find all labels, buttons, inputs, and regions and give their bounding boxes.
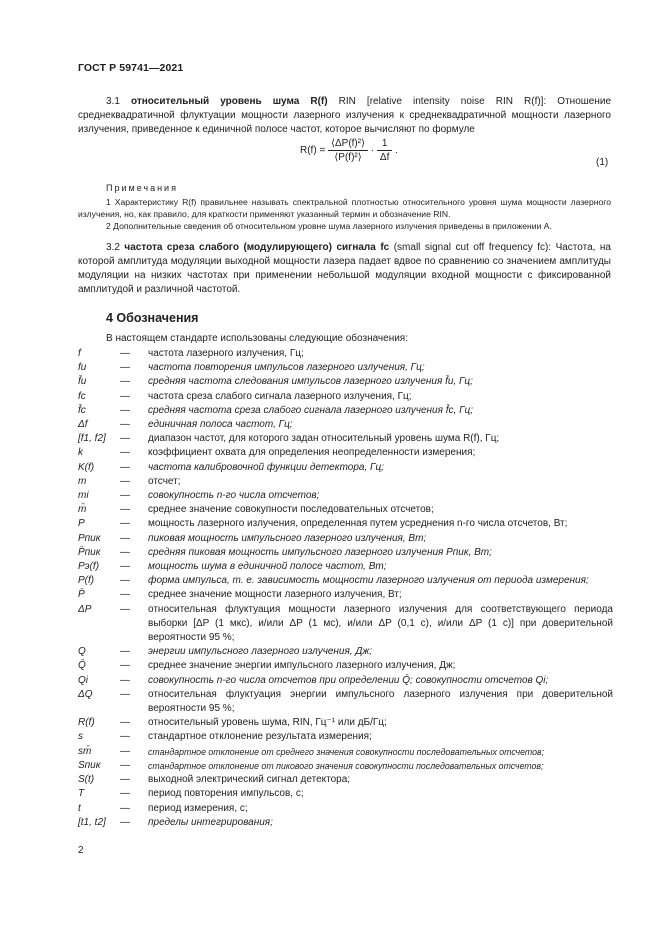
symbol: Q	[78, 646, 86, 658]
symbol-row	[78, 503, 613, 517]
symbol-description: форма импульса, т. е. зависимость мощности лазерного излучения от периода измерения;	[148, 575, 589, 587]
term-3-2-paragraph	[78, 241, 611, 297]
notes-title: Примечания	[106, 183, 178, 193]
symbol-dash: —	[120, 518, 130, 530]
symbol-dash: —	[120, 390, 130, 402]
symbol-description: относительная флуктуация энергии импульсного лазерного излучения при доверительной вероятности 95 %;	[148, 688, 613, 715]
symbol: m	[78, 475, 87, 487]
symbol-description: выходной электрический сигнал детектора;	[148, 774, 351, 786]
page-number: 2	[78, 845, 84, 856]
symbol-description: относительная флуктуация мощности лазерного излучения для соответствующего периода выборки [ΔP (1 мкс), и/или ΔP (1 мс), и/или ΔP (0,1 с), и/или ΔP (1 с)] при доверительной вероятности 95 %;	[148, 603, 613, 644]
symbol-row	[78, 546, 613, 560]
symbol: [f1, f2]	[78, 433, 106, 445]
note-1: 1 Характеристику R(f) правильнее называть спектральной плотностью относительного уровня шума мощности лазерного излучения, но, как правило, для краткости применяют указанный термин и обозначение RIN.	[78, 197, 611, 219]
symbol-description: совокупность n-го числа отсчетов при определении Q̄; совокупности отсчетов Qi;	[148, 674, 549, 686]
symbol-row	[78, 475, 613, 489]
term-number: 3.2	[106, 242, 120, 253]
term-number: 3.1	[106, 96, 120, 107]
symbol-row	[78, 532, 613, 546]
symbol-row	[78, 716, 613, 730]
symbol-dash: —	[120, 774, 130, 786]
symbol-dash: —	[120, 362, 130, 374]
term-3-1-paragraph	[78, 95, 611, 137]
symbol-dash: —	[120, 575, 130, 587]
symbol-row	[78, 787, 613, 801]
symbol-row	[78, 645, 613, 659]
symbol-dash: —	[120, 561, 130, 573]
formula-fraction-2	[377, 138, 392, 163]
symbol: S(t)	[78, 774, 95, 786]
symbol-description: пределы интегрирования;	[148, 816, 273, 828]
section-4-title: 4 Обозначения	[106, 311, 199, 325]
symbol-row	[78, 375, 613, 389]
formula-fraction	[328, 138, 368, 163]
symbol-dash: —	[120, 404, 130, 416]
symbol: t	[78, 802, 81, 814]
symbol: R(f)	[78, 717, 95, 729]
symbol-row	[78, 588, 613, 602]
symbol-description: коэффициент охвата для определения неопределенности измерения;	[148, 447, 476, 459]
symbol: P	[78, 518, 85, 530]
symbol-dash: —	[120, 816, 130, 828]
section-4-intro: В настоящем стандарте использованы следующие обозначения:	[106, 333, 409, 344]
symbol-description: стандартное отклонение от среднего значения совокупности последовательных отсчетов;	[148, 746, 545, 757]
symbol-description: среднее значение совокупности последовательных отсчетов;	[148, 504, 434, 516]
symbol-dash: —	[120, 532, 130, 544]
symbol: f	[78, 348, 81, 359]
term-definition: RIN [relative intensity noise RIN R(f)]: Отношение среднеквадратичной флуктуации мощности лазерного излучения к среднеквадратичной мощности лазерного излучения, приведенное к единичной полосе частот, которое вычисляют по формуле	[78, 96, 612, 135]
symbol-description: частота среза слабого сигнала лазерного излучения, Гц;	[148, 390, 412, 402]
symbol-description: энергии импульсного лазерного излучения, Дж;	[148, 646, 373, 658]
symbol-dash: —	[120, 731, 130, 743]
symbol-row	[78, 347, 613, 361]
symbol-dash: —	[120, 546, 130, 558]
symbol-row	[78, 574, 613, 588]
symbol-dash: —	[120, 646, 130, 658]
formula-1	[300, 138, 398, 174]
symbol-description: частота повторения импульсов лазерного излучения, Гц;	[148, 362, 425, 374]
symbol: mi	[78, 490, 89, 502]
symbol: f̄и	[78, 376, 87, 388]
symbol-row	[78, 759, 613, 773]
formula-times: ·	[370, 145, 375, 156]
symbol: P̄пик	[78, 546, 101, 558]
note-2: 2 Дополнительные сведения об относительном уровне шума лазерного излучения приведены в приложении А.	[106, 221, 552, 231]
symbol-dash: —	[120, 660, 130, 672]
formula-number: (1)	[596, 157, 609, 168]
symbol-description: пиковая мощность импульсного лазерного излучения, Вт;	[148, 532, 427, 544]
symbol-dash: —	[120, 745, 130, 757]
symbol: ΔQ	[78, 688, 93, 700]
symbol: Sпик	[78, 759, 101, 771]
symbol-row	[78, 816, 613, 830]
symbol-row	[78, 802, 613, 816]
formula-denominator: ⟨P(f)²⟩	[334, 152, 362, 163]
formula-end: .	[395, 145, 398, 156]
formula-denominator-2: Δf	[379, 152, 390, 163]
symbol-description: частота лазерного излучения, Гц;	[148, 348, 304, 359]
symbol: P(f)	[78, 575, 95, 587]
document-header: ГОСТ Р 59741—2021	[78, 62, 184, 74]
symbol-dash: —	[120, 603, 130, 615]
symbol-row	[78, 432, 613, 446]
symbol-description: мощность лазерного излучения, определенная путем усреднения n-го числа отсчетов, Вт;	[148, 518, 568, 530]
symbol: Qi	[78, 674, 88, 686]
symbol-row	[78, 446, 613, 460]
symbol-row	[78, 390, 613, 404]
symbol-dash: —	[120, 717, 130, 729]
symbol-description: стандартное отклонение от пикового значения совокупности последовательных отсчетов;	[148, 760, 544, 771]
symbol-dash: —	[120, 688, 130, 700]
symbol-row	[78, 418, 613, 432]
term-definition: (small signal cut off frequency fc): Частота, на которой амплитуда модуляции выходной мощности лазера падает вдвое по сравнению со значением амплитуды модуляции на низких частотах при применении небольшой модуляции входной мощности с фиксированной амплитудой и различной частотой.	[78, 242, 611, 295]
formula-numerator-2: 1	[377, 138, 392, 151]
symbol: Pпик	[78, 532, 101, 544]
symbol: K(f)	[78, 461, 95, 473]
symbol-row	[78, 517, 613, 531]
symbol: m̄	[78, 504, 87, 516]
symbol-dash: —	[120, 376, 130, 388]
symbol-description: отсчет;	[148, 475, 181, 487]
term-name: относительный уровень шума R(f)	[130, 96, 328, 107]
symbol-dash: —	[120, 475, 130, 487]
symbol-row	[78, 688, 613, 716]
symbol-description: диапазон частот, для которого задан относительный уровень шума R(f), Гц;	[148, 433, 500, 445]
formula-lhs: R(f) =	[300, 145, 326, 156]
symbol: [t1, t2]	[78, 816, 106, 828]
symbol-row	[78, 404, 613, 418]
symbols-list	[78, 347, 613, 830]
symbol-dash: —	[120, 461, 130, 473]
symbol-description: стандартное отклонение результата измерения;	[148, 731, 372, 743]
symbol-description: мощность шума в единичной полосе частот, Вт;	[148, 561, 387, 573]
symbol-row	[78, 560, 613, 574]
symbol: k	[78, 447, 83, 459]
symbol-dash: —	[120, 433, 130, 445]
symbol-description: период измерения, с;	[148, 802, 248, 814]
symbol-dash: —	[120, 348, 130, 359]
symbol-description: средняя пиковая мощность импульсного лазерного излучения Pпик, Вт;	[148, 546, 492, 558]
symbol: sm̄	[78, 745, 92, 757]
symbol: fи	[78, 362, 87, 374]
symbol-dash: —	[120, 802, 130, 814]
symbol-dash: —	[120, 759, 130, 771]
symbol-description: среднее значение мощности лазерного излучения, Вт;	[148, 589, 402, 601]
symbol-description: средняя частота следования импульсов лазерного излучения f̄и, Гц;	[148, 376, 473, 388]
symbol: Δf	[78, 419, 88, 431]
symbol: P̄	[78, 589, 85, 601]
symbol-dash: —	[120, 589, 130, 601]
symbol: ΔP	[78, 603, 92, 615]
symbol-row	[78, 461, 613, 475]
symbol-description: единичная полоса частот, Гц;	[148, 419, 293, 431]
symbol-row	[78, 603, 613, 646]
symbol-description: совокупность n-го числа отсчетов;	[148, 490, 320, 502]
symbol-description: относительный уровень шума, RIN, Гц⁻¹ или дБ/Гц;	[148, 717, 387, 729]
term-name: частота среза слабого (модулирующего) сигнала fc	[124, 242, 390, 253]
symbol-dash: —	[120, 447, 130, 459]
symbol: Pэ(f)	[78, 561, 100, 573]
symbol: T	[78, 788, 85, 800]
symbol-row	[78, 361, 613, 375]
formula-numerator: ⟨ΔP(f)²⟩	[328, 138, 368, 151]
symbol-dash: —	[120, 674, 130, 686]
symbol-row	[78, 773, 613, 787]
symbol: fc	[78, 390, 86, 402]
symbol-dash: —	[120, 419, 130, 431]
symbol-row	[78, 730, 613, 744]
symbol-dash: —	[120, 788, 130, 800]
symbol-description: период повторения импульсов, с;	[148, 788, 304, 800]
symbol-description: среднее значение энергии импульсного лазерного излучения, Дж;	[148, 660, 456, 672]
symbol-dash: —	[120, 504, 130, 516]
symbol-row	[78, 659, 613, 673]
symbol-description: средняя частота среза слабого сигнала лазерного излучения f̄c, Гц;	[148, 404, 474, 416]
symbol-row	[78, 489, 613, 503]
symbol-dash: —	[120, 490, 130, 502]
symbol-row	[78, 745, 613, 759]
symbol-row	[78, 674, 613, 688]
symbol: Q̄	[78, 660, 86, 672]
symbol: f̄c	[78, 404, 86, 416]
symbol-description: частота калибровочной функции детектора, Гц;	[148, 461, 384, 473]
symbol: s	[78, 731, 83, 743]
